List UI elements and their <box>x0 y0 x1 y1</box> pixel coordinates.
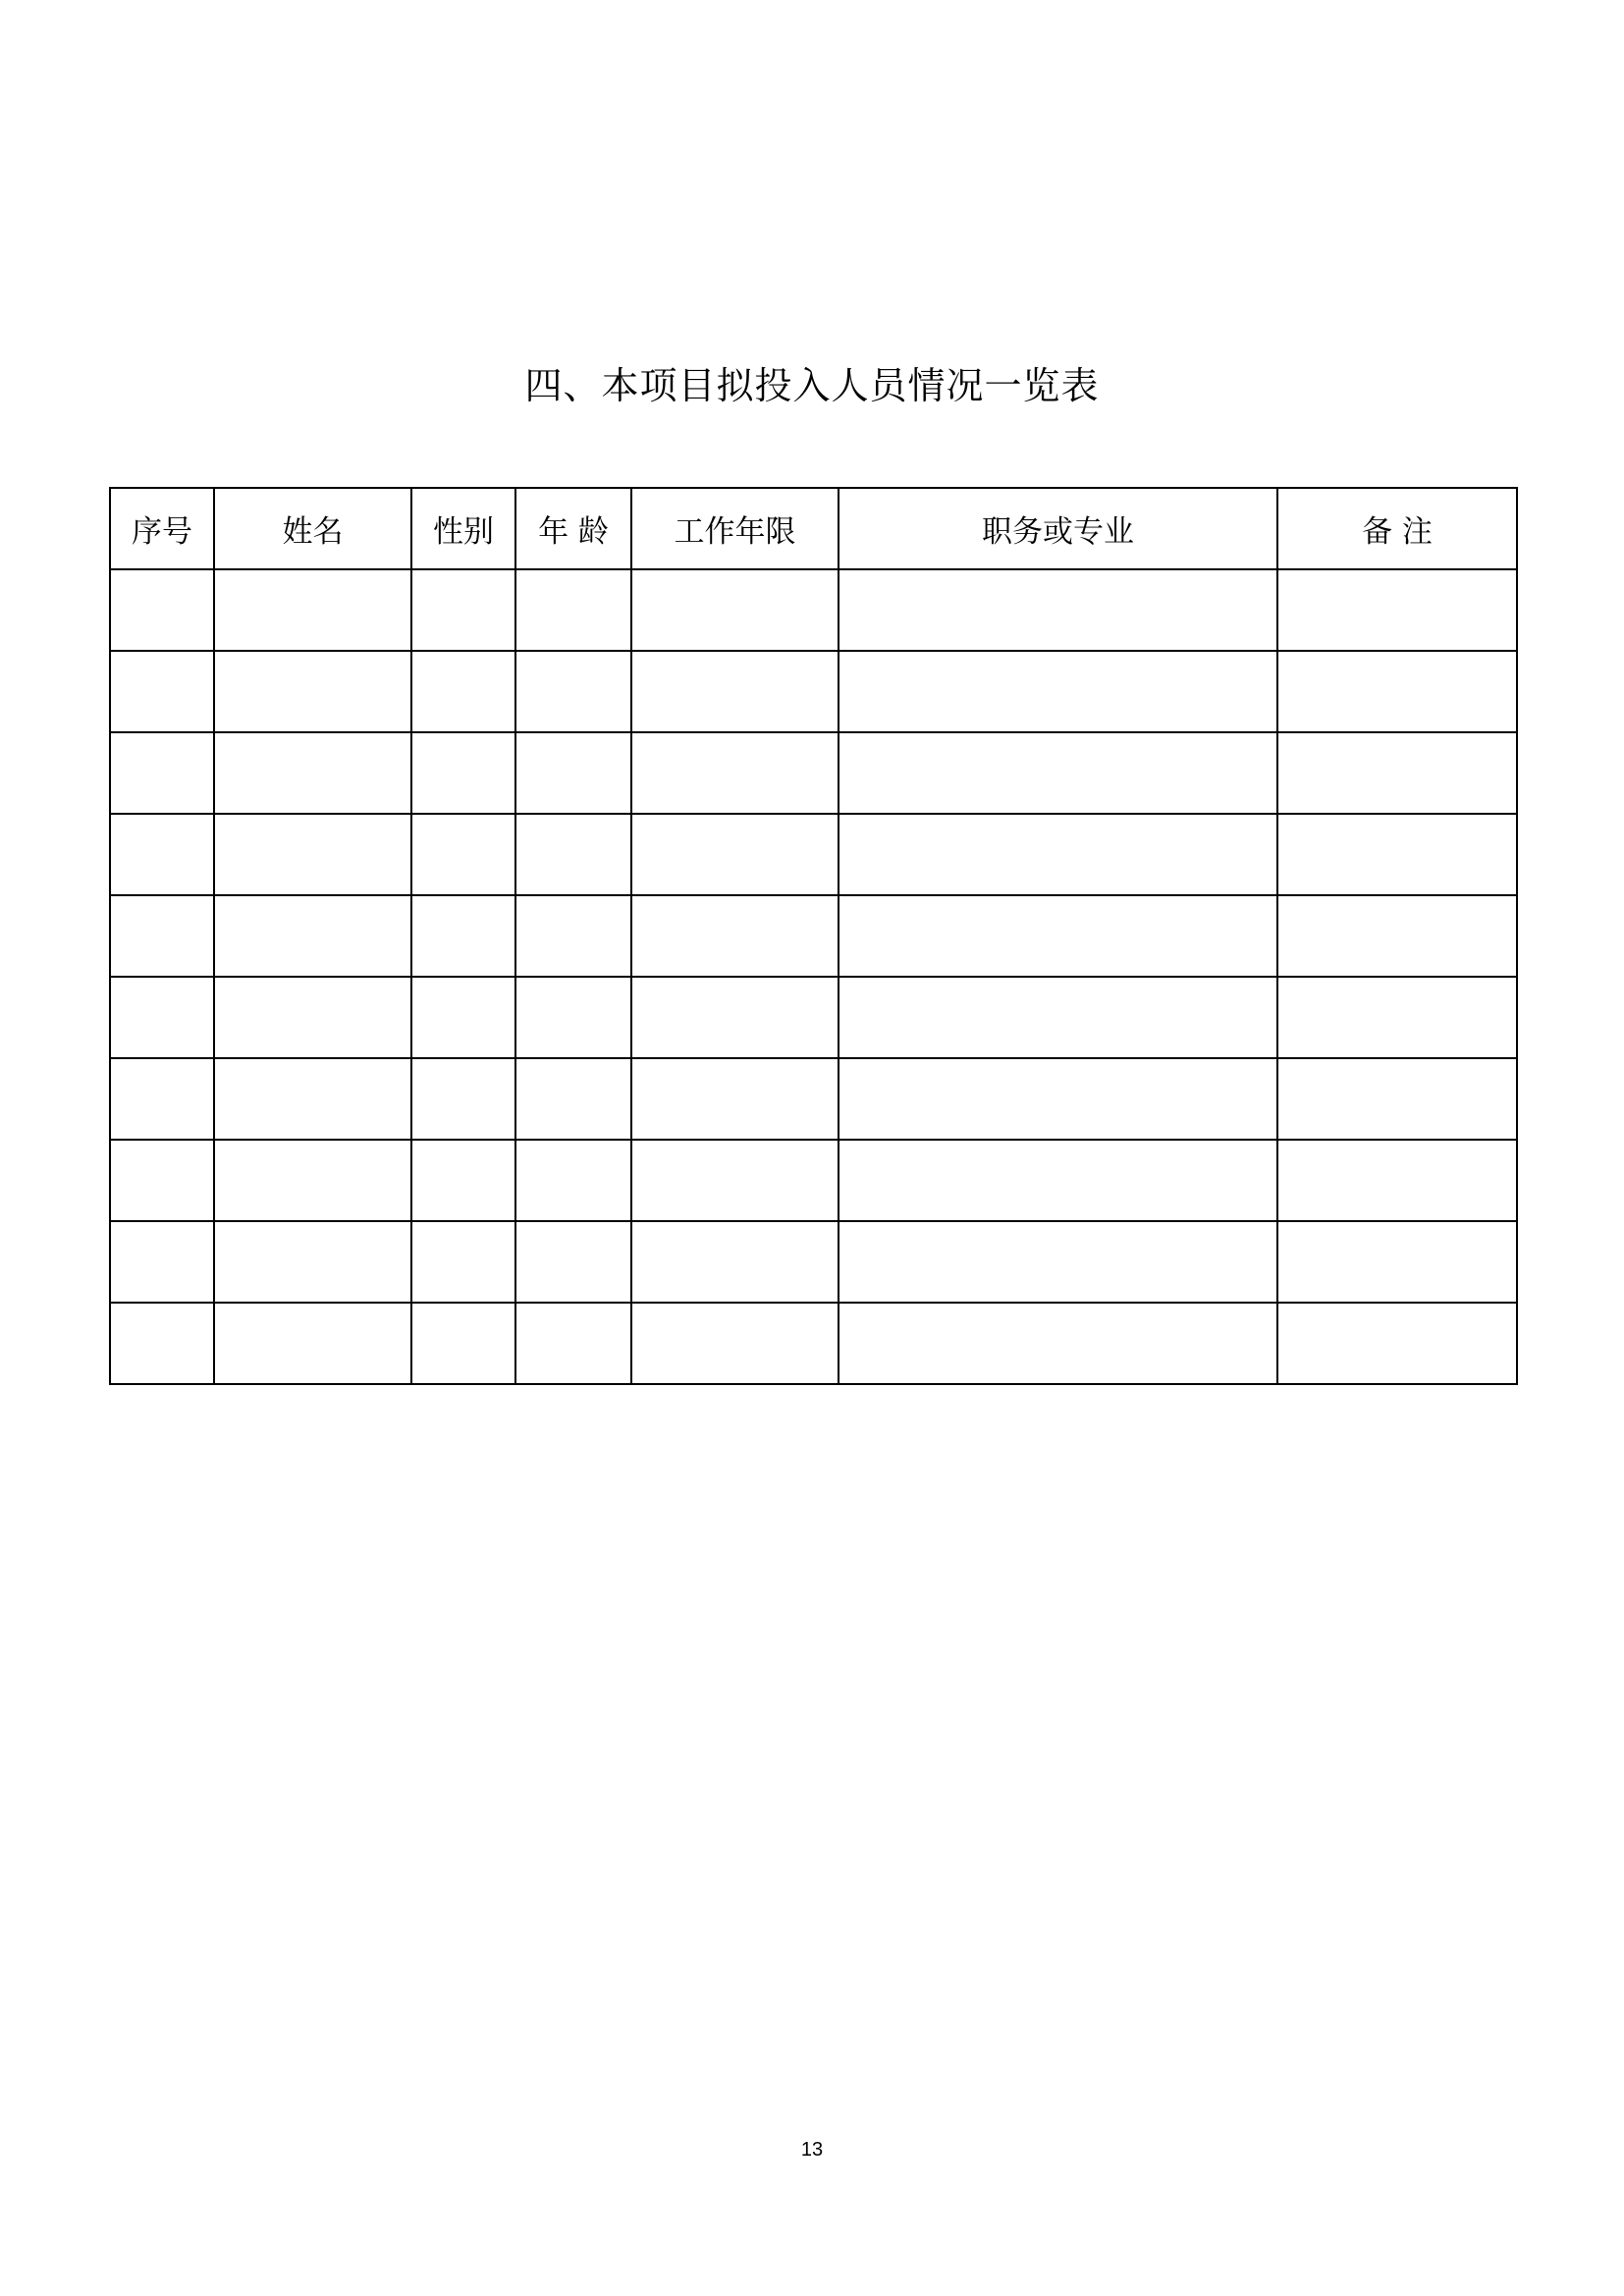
table-cell[interactable] <box>214 732 411 814</box>
table-cell[interactable] <box>1277 1058 1517 1140</box>
table-cell[interactable] <box>1277 1221 1517 1303</box>
staff-table <box>109 487 1518 1385</box>
table-cell[interactable] <box>839 1221 1277 1303</box>
table-cell[interactable] <box>411 1303 515 1384</box>
table-cell[interactable] <box>631 1303 839 1384</box>
table-row <box>110 895 1517 977</box>
table-cell[interactable] <box>1277 1140 1517 1221</box>
table-cell[interactable] <box>110 651 214 732</box>
table-cell[interactable] <box>411 569 515 651</box>
table-row <box>110 1058 1517 1140</box>
table-cell[interactable] <box>839 651 1277 732</box>
page-number: 13 <box>800 2139 824 2161</box>
table-cell[interactable] <box>839 895 1277 977</box>
table-cell[interactable] <box>515 977 631 1058</box>
table-row <box>110 1140 1517 1221</box>
table-cell[interactable] <box>411 651 515 732</box>
table-cell[interactable] <box>631 1140 839 1221</box>
table-cell[interactable] <box>839 1058 1277 1140</box>
table-cell[interactable] <box>110 1303 214 1384</box>
table-cell[interactable] <box>839 1303 1277 1384</box>
table-row <box>110 1303 1517 1384</box>
table-cell[interactable] <box>631 569 839 651</box>
header-serial-number: 序号 <box>110 488 214 569</box>
table-cell[interactable] <box>411 977 515 1058</box>
table-cell[interactable] <box>1277 569 1517 651</box>
table-cell[interactable] <box>214 814 411 895</box>
table-body <box>110 569 1517 1384</box>
table-cell[interactable] <box>214 651 411 732</box>
table-cell[interactable] <box>839 814 1277 895</box>
table-cell[interactable] <box>1277 895 1517 977</box>
table-cell[interactable] <box>214 569 411 651</box>
table-cell[interactable] <box>110 814 214 895</box>
table-cell[interactable] <box>839 977 1277 1058</box>
table-cell[interactable] <box>515 1303 631 1384</box>
table-cell[interactable] <box>515 732 631 814</box>
table-cell[interactable] <box>110 569 214 651</box>
table-row <box>110 977 1517 1058</box>
header-position-or-major: 职务或专业 <box>839 488 1277 569</box>
table-cell[interactable] <box>110 1140 214 1221</box>
header-gender: 性别 <box>411 488 515 569</box>
table-cell[interactable] <box>839 732 1277 814</box>
table-cell[interactable] <box>631 977 839 1058</box>
table-row <box>110 732 1517 814</box>
table-cell[interactable] <box>839 1140 1277 1221</box>
table-cell[interactable] <box>631 732 839 814</box>
table-cell[interactable] <box>110 977 214 1058</box>
table-cell[interactable] <box>411 732 515 814</box>
table-cell[interactable] <box>515 814 631 895</box>
table-cell[interactable] <box>110 1221 214 1303</box>
table-cell[interactable] <box>515 651 631 732</box>
table-header-row <box>110 488 1517 569</box>
table-cell[interactable] <box>110 732 214 814</box>
table-cell[interactable] <box>631 1221 839 1303</box>
table-cell[interactable] <box>1277 1303 1517 1384</box>
table-cell[interactable] <box>839 569 1277 651</box>
table-cell[interactable] <box>1277 814 1517 895</box>
table-cell[interactable] <box>411 1140 515 1221</box>
table-cell[interactable] <box>631 1058 839 1140</box>
table-cell[interactable] <box>515 1058 631 1140</box>
table-cell[interactable] <box>110 1058 214 1140</box>
table-cell[interactable] <box>411 1058 515 1140</box>
table-cell[interactable] <box>411 1221 515 1303</box>
table-cell[interactable] <box>631 814 839 895</box>
table-cell[interactable] <box>214 1140 411 1221</box>
table-cell[interactable] <box>411 895 515 977</box>
table-cell[interactable] <box>631 651 839 732</box>
table-row <box>110 814 1517 895</box>
table-cell[interactable] <box>515 1221 631 1303</box>
header-age: 年 龄 <box>515 488 631 569</box>
table-cell[interactable] <box>1277 651 1517 732</box>
table-cell[interactable] <box>214 1058 411 1140</box>
table-cell[interactable] <box>110 895 214 977</box>
header-remarks: 备 注 <box>1277 488 1517 569</box>
table-cell[interactable] <box>214 1303 411 1384</box>
table-row <box>110 651 1517 732</box>
table-row <box>110 569 1517 651</box>
table-cell[interactable] <box>411 814 515 895</box>
page-title: 四、本项目拟投入人员情况一览表 <box>524 364 1100 407</box>
table-cell[interactable] <box>214 977 411 1058</box>
table-cell[interactable] <box>515 895 631 977</box>
table-cell[interactable] <box>1277 977 1517 1058</box>
table-cell[interactable] <box>1277 732 1517 814</box>
table-cell[interactable] <box>631 895 839 977</box>
table-cell[interactable] <box>515 569 631 651</box>
table-cell[interactable] <box>214 1221 411 1303</box>
header-years-of-work: 工作年限 <box>631 488 839 569</box>
table-row <box>110 1221 1517 1303</box>
table-cell[interactable] <box>515 1140 631 1221</box>
header-name: 姓名 <box>214 488 411 569</box>
table-cell[interactable] <box>214 895 411 977</box>
